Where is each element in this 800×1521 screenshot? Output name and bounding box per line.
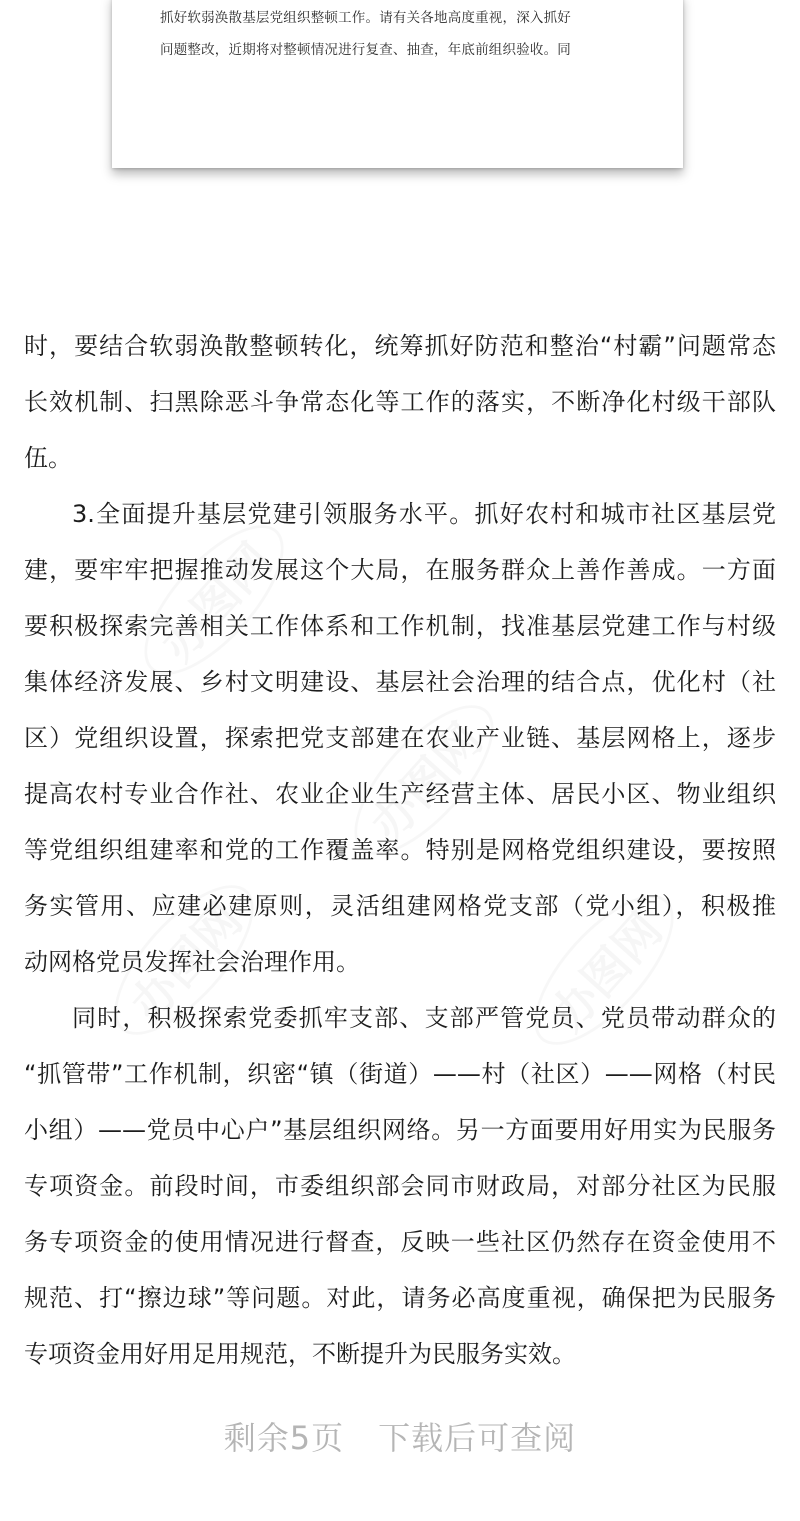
paragraph-line: 区）党组织设置，探索把党支部建在农业产业链、基层网格上，逐步: [24, 724, 776, 752]
previous-page-preview: [112, 0, 683, 168]
preview-line: 问题整改，近期将对整顿情况进行复查、抽查，年底前组织验收。同: [160, 42, 571, 58]
paragraph-line: 规范、打“擦边球”等问题。对此，请务必高度重视，确保把为民服务: [24, 1284, 776, 1312]
paragraph-line: 同时，积极探索党委抓牢支部、支部严管党员、党员带动群众的: [72, 1004, 776, 1032]
paragraph-line: 小组）——党员中心户”基层组织网络。另一方面要用好用实为民服务: [24, 1116, 776, 1144]
paragraph-line: 时，要结合软弱涣散整顿转化，统筹抓好防范和整治“村霸”问题常态: [24, 332, 776, 360]
download-to-view-label[interactable]: 下载后可查阅: [378, 1419, 577, 1457]
preview-line: 抓好软弱涣散基层党组织整顿工作。请有关各地高度重视，深入抓好: [160, 10, 571, 26]
paragraph-line: 动网格党员发挥社会治理作用。: [24, 948, 360, 976]
paragraph-line: 长效机制、扫黑除恶斗争常态化等工作的落实，不断净化村级干部队: [24, 388, 776, 416]
paragraph-line: 专项资金。前段时间，市委组织部会同市财政局，对部分社区为民服: [24, 1172, 776, 1200]
paragraph-line: 务专项资金的使用情况进行督查，反映一些社区仍然存在资金使用不: [24, 1228, 776, 1256]
download-prompt[interactable]: [0, 1413, 800, 1459]
paragraph-line: 等党组织组建率和党的工作覆盖率。特别是网格党组织建设，要按照: [24, 836, 776, 864]
paragraph-line: 建，要牢牢把握推动发展这个大局，在服务群众上善作善成。一方面: [24, 556, 776, 584]
section-heading-line: 3.全面提升基层党建引领服务水平。抓好农村和城市社区基层党: [72, 500, 776, 528]
paragraph-line: 伍。: [24, 444, 72, 472]
paragraph-line: 要积极探索完善相关工作体系和工作机制，找准基层党建工作与村级: [24, 612, 776, 640]
remaining-pages-label[interactable]: 剩余5页: [223, 1419, 345, 1457]
paragraph-line: 集体经济发展、乡村文明建设、基层社会治理的结合点，优化村（社: [24, 668, 776, 696]
paragraph-line: 专项资金用好用足用规范，不断提升为民服务实效。: [24, 1340, 576, 1368]
document-body: [24, 318, 776, 1382]
paragraph-line: 提高农村专业合作社、农业企业生产经营主体、居民小区、物业组织: [24, 780, 776, 808]
paragraph-line: “抓管带”工作机制，织密“镇（街道）——村（社区）——网格（村民: [24, 1060, 776, 1088]
paragraph-line: 务实管用、应建必建原则，灵活组建网格党支部（党小组），积极推: [24, 892, 776, 920]
